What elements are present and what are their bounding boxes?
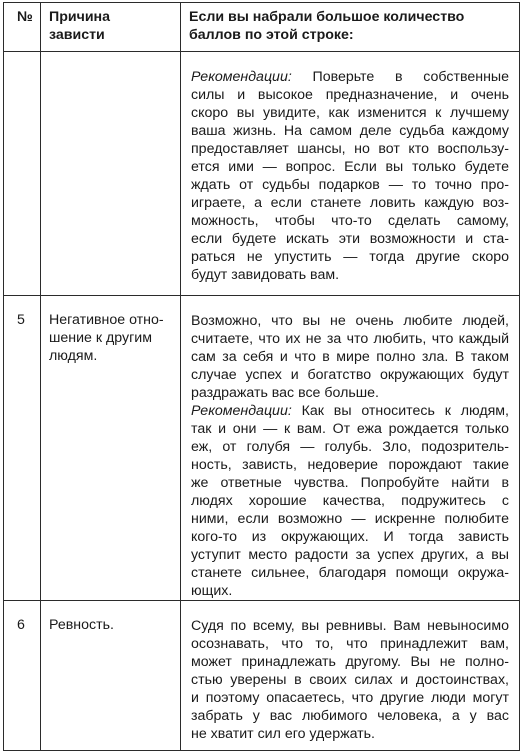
- advice-text: Судя по всему, вы ревнивы. Вам невыносимо: [191, 618, 509, 634]
- advice-text: раться не упустить — тогда другие скоро: [191, 249, 509, 265]
- advice-text: ждать от судьбы подарков — то точно про-: [191, 177, 509, 193]
- header-reason-line: зависти: [49, 27, 105, 43]
- advice-text: ность, зависть, недоверие порождают такие: [191, 457, 509, 473]
- advice-line: [191, 671, 509, 689]
- advice-line: [191, 402, 509, 420]
- advice-text: ними, если возможно — искренне полюбите: [191, 511, 509, 527]
- advice-text: ющих.: [191, 583, 233, 599]
- header-advice-line: баллов по этой строке:: [189, 27, 354, 43]
- advice-text: можность, чтобы что-то сделать самому,: [191, 213, 509, 229]
- advice-line: [191, 474, 509, 492]
- advice-text: еж, от голубя — голубь. Зло, подозритель-: [191, 439, 509, 455]
- advice-table: [3, 2, 520, 751]
- advice-line: [191, 528, 509, 546]
- row-advice-text: [181, 601, 520, 751]
- advice-line: [191, 582, 509, 600]
- recommendation-label: Рекомендации:: [191, 69, 292, 85]
- row-number: 6: [4, 601, 41, 751]
- advice-line: [191, 158, 509, 176]
- row-reason: [41, 601, 181, 751]
- reason-line: людям.: [49, 348, 98, 364]
- advice-line: [191, 707, 509, 725]
- header-row: [4, 3, 520, 52]
- header-num: №: [4, 3, 41, 52]
- advice-text: случае успех и богатство окружающих будут: [191, 367, 509, 383]
- advice-line: [191, 348, 509, 366]
- advice-line: [191, 122, 509, 140]
- advice-line: [191, 68, 509, 86]
- advice-text: раздражать вас все больше.: [191, 385, 379, 401]
- advice-text: осознавать, что то, что принадлежит вам,: [191, 636, 509, 652]
- advice-line: [191, 725, 509, 743]
- row-advice-text: [181, 296, 520, 601]
- advice-line: [191, 176, 509, 194]
- header-advice: [181, 3, 520, 52]
- advice-text: не хватит сил его удержать.: [191, 726, 375, 742]
- advice-text: забрать у вас любимого человека, а у вас: [191, 708, 509, 724]
- advice-text: ется ими — вопрос. Если вы только будете: [191, 159, 509, 175]
- header-reason: [41, 3, 181, 52]
- advice-text: так и они — к вам. От ежа рождается только: [191, 421, 509, 437]
- advice-line: [191, 420, 509, 438]
- advice-text: играете, а если станете ловить каждую воз-: [191, 195, 509, 211]
- advice-text: людях хорошие качества, подружитесь с: [191, 493, 509, 509]
- advice-text: может принадлежать другому. Вы не полно-: [191, 654, 509, 670]
- reason-line: шение к другим: [49, 330, 152, 346]
- advice-line: [191, 86, 509, 104]
- header-advice-line: Если вы набрали большое количество: [189, 9, 465, 25]
- row-number: [4, 52, 41, 296]
- advice-line: [191, 212, 509, 230]
- advice-line: [191, 194, 509, 212]
- advice-text: и поэтому опасаетесь, что другие люди могут: [191, 690, 509, 706]
- advice-text: же ответные чувства. Попробуйте найти в: [191, 475, 509, 491]
- advice-text: скоро вы увидите, как изменится к лучшему: [191, 105, 509, 121]
- advice-line: [191, 266, 509, 284]
- row-number: 5: [4, 296, 41, 601]
- advice-line: [191, 384, 509, 402]
- reason-line: Негативное отно-: [49, 312, 164, 328]
- reason-line: Ревность.: [49, 617, 114, 633]
- advice-line: [191, 312, 509, 330]
- advice-line: [191, 438, 509, 456]
- table-row: [4, 52, 520, 296]
- row-reason: [41, 296, 181, 601]
- advice-line: [191, 564, 509, 582]
- advice-line: [191, 635, 509, 653]
- advice-text: кого-то из окружающих. И тогда зависть: [191, 529, 509, 545]
- advice-line: [191, 510, 509, 528]
- table-row: [4, 296, 520, 601]
- advice-line: [191, 230, 509, 248]
- advice-line: [191, 140, 509, 158]
- row-advice-text: [181, 52, 520, 296]
- advice-line: [191, 456, 509, 474]
- advice-text: сам за себя и что в мире полно зла. В таком: [191, 349, 509, 365]
- advice-line: [191, 617, 509, 635]
- advice-text: силы и высокое предназначение, и очень: [191, 87, 509, 103]
- advice-text: уступит место радости за успех других, а вы: [191, 547, 509, 563]
- advice-text: Возможно, что вы не очень любите людей,: [191, 313, 509, 329]
- advice-text: считаете, что их не за что любить, что каждый: [191, 331, 509, 347]
- advice-line: [191, 248, 509, 266]
- advice-text: Поверьте в собственные: [291, 69, 509, 85]
- advice-line: [191, 689, 509, 707]
- recommendation-label: Рекомендации:: [191, 403, 292, 419]
- advice-line: [191, 546, 509, 564]
- advice-line: [191, 492, 509, 510]
- advice-text: станете сильнее, благодаря помощи окружа-: [191, 565, 509, 581]
- advice-line: [191, 366, 509, 384]
- advice-text: предоставляет шансы, но вот кто воспользу-: [191, 141, 509, 157]
- advice-text: если будете искать эти возможности и ста-: [191, 231, 509, 247]
- advice-text: стью уверены в своих силах и достоинствах,: [191, 672, 509, 688]
- advice-line: [191, 330, 509, 348]
- advice-line: [191, 104, 509, 122]
- advice-text: Как вы относитесь к людям,: [291, 403, 509, 419]
- table-row: [4, 601, 520, 751]
- row-reason: [41, 52, 181, 296]
- advice-line: [191, 653, 509, 671]
- advice-text: будут завидовать вам.: [191, 267, 340, 283]
- advice-text: ваша жизнь. На самом деле судьба каждому: [191, 123, 509, 139]
- header-reason-line: Причина: [49, 9, 111, 25]
